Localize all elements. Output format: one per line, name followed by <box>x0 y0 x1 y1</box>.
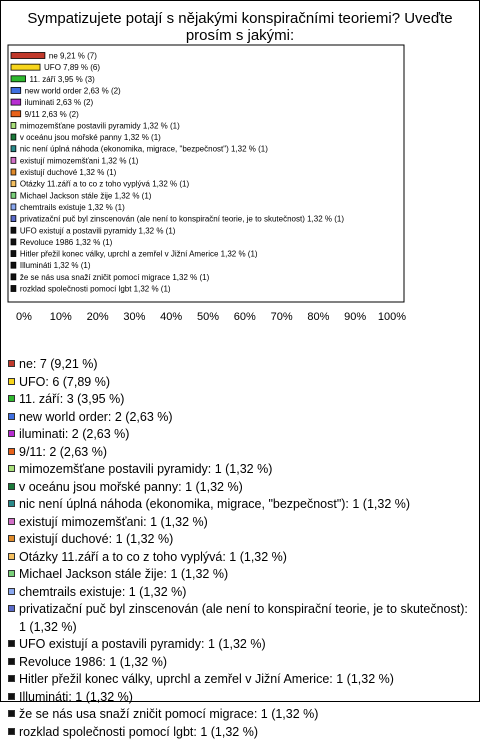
legend-swatch-11 <box>8 553 15 560</box>
legend-label-18: Illumináti: 1 (1,32 %) <box>19 690 133 704</box>
x-tick-label-2: 20% <box>87 311 109 323</box>
legend-swatch-19 <box>8 710 15 717</box>
legend-item-10 <box>8 531 470 549</box>
legend-item-19 <box>8 706 470 724</box>
bar-label-4: iluminati 2,63 % (2) <box>25 98 94 107</box>
legend-swatch-3 <box>8 413 15 420</box>
legend-swatch-7 <box>8 483 15 490</box>
bar-label-13: chemtrails existuje 1,32 % (1) <box>20 203 125 212</box>
legend-item-17 <box>8 671 470 689</box>
bar-2 <box>11 76 26 82</box>
x-tick-label-7: 70% <box>271 311 293 323</box>
x-tick-label-6: 60% <box>234 311 256 323</box>
legend-label-9: existují mimozemšťani: 1 (1,32 %) <box>19 515 208 529</box>
legend-item-18 <box>8 689 470 707</box>
legend-item-5 <box>8 444 470 462</box>
bar-label-20: rozklad společnosti pomocí lgbt 1,32 % (1) <box>20 285 171 294</box>
bar-label-6: mimozemšťane postavili pyramidy 1,32 % (1) <box>20 121 180 130</box>
legend-swatch-20 <box>8 728 15 735</box>
x-tick-label-9: 90% <box>344 311 366 323</box>
bar-label-11: Otázky 11.září a to co z toho vyplývá 1,32 % (1) <box>20 180 190 189</box>
bar-11 <box>11 181 16 187</box>
bar-1 <box>11 64 40 70</box>
bar-label-2: 11. září 3,95 % (3) <box>30 75 96 84</box>
bar-label-18: Illumináti 1,32 % (1) <box>20 261 91 270</box>
bar-label-5: 9/11 2,63 % (2) <box>25 110 79 119</box>
legend-swatch-8 <box>8 500 15 507</box>
bar-6 <box>11 122 16 128</box>
legend-label-15: UFO existují a postavili pyramidy: 1 (1,32 %) <box>19 637 266 651</box>
bar-label-9: existují mimozemšťani 1,32 % (1) <box>20 156 139 165</box>
x-tick-label-10: 100% <box>378 311 406 323</box>
legend-label-4: iluminati: 2 (2,63 %) <box>19 427 129 441</box>
bar-13 <box>11 204 16 210</box>
legend-label-16: Revoluce 1986: 1 (1,32 %) <box>19 655 167 669</box>
legend-label-2: 11. září: 3 (3,95 %) <box>19 392 124 406</box>
legend-swatch-17 <box>8 675 15 682</box>
bar-label-1: UFO 7,89 % (6) <box>44 63 100 72</box>
legend-label-14: privatizační puč byl zinscenován (ale není to konspirační teorie, je to skutečnost): 1 (1,32 %) <box>19 602 468 634</box>
legend-item-6 <box>8 461 470 479</box>
x-tick-label-8: 80% <box>307 311 329 323</box>
bar-18 <box>11 262 16 268</box>
legend-label-0: ne: 7 (9,21 %) <box>19 357 98 371</box>
bar-label-15: UFO existují a postavili pyramidy 1,32 % (1) <box>20 226 176 235</box>
x-tick-label-3: 30% <box>123 311 145 323</box>
bar-16 <box>11 239 16 245</box>
legend-swatch-5 <box>8 448 15 455</box>
legend-item-7 <box>8 479 470 497</box>
bar-7 <box>11 134 16 140</box>
legend-swatch-0 <box>8 360 15 367</box>
legend-swatch-15 <box>8 640 15 647</box>
legend-item-2 <box>8 391 470 409</box>
legend-label-19: že se nás usa snaží zničit pomocí migrace: 1 (1,32 %) <box>19 707 318 721</box>
legend-swatch-10 <box>8 535 15 542</box>
bar-14 <box>11 216 16 222</box>
legend-swatch-4 <box>8 430 15 437</box>
legend-label-20: rozklad společnosti pomocí lgbt: 1 (1,32 %) <box>19 725 258 739</box>
bar-9 <box>11 157 16 163</box>
bar-plot <box>0 0 480 350</box>
x-tick-label-0: 0% <box>16 311 32 323</box>
bars-layer <box>11 52 344 294</box>
legend-item-14 <box>8 601 470 636</box>
bar-0 <box>11 53 45 59</box>
bar-label-19: že se nás usa snaží zničit pomocí migrace 1,32 % (1) <box>20 273 210 282</box>
legend-item-8 <box>8 496 470 514</box>
legend-swatch-6 <box>8 465 15 472</box>
bar-label-16: Revoluce 1986 1,32 % (1) <box>20 238 113 247</box>
x-ticks <box>16 311 406 323</box>
bar-3 <box>11 87 21 93</box>
legend-item-9 <box>8 514 470 532</box>
legend-item-16 <box>8 654 470 672</box>
legend-item-0 <box>8 356 470 374</box>
legend-item-1 <box>8 374 470 392</box>
legend-label-1: UFO: 6 (7,89 %) <box>19 375 110 389</box>
chart-title: Sympatizujete potají s nějakými konspiračními teoriemi? Uveďte prosím s jakými: <box>10 10 470 44</box>
legend-item-11 <box>8 549 470 567</box>
bar-label-14: privatizační puč byl zinscenován (ale není to konspirační teorie, je to skutečnost) 1,32 % (1) <box>20 215 345 224</box>
bar-20 <box>11 286 16 292</box>
legend-label-11: Otázky 11.září a to co z toho vyplývá: 1 (1,32 %) <box>19 550 287 564</box>
legend-label-6: mimozemšťane postavili pyramidy: 1 (1,32 %) <box>19 462 272 476</box>
bar-label-8: nic není úplná náhoda (ekonomika, migrace, "bezpečnost") 1,32 % (1) <box>20 145 268 154</box>
legend-swatch-16 <box>8 658 15 665</box>
bar-8 <box>11 146 16 152</box>
legend-item-3 <box>8 409 470 427</box>
x-tick-label-1: 10% <box>50 311 72 323</box>
x-tick-label-5: 50% <box>197 311 219 323</box>
bar-17 <box>11 251 16 257</box>
legend-swatch-14 <box>8 605 15 612</box>
legend-label-10: existují duchové: 1 (1,32 %) <box>19 532 173 546</box>
bar-15 <box>11 227 16 233</box>
legend-label-3: new world order: 2 (2,63 %) <box>19 410 173 424</box>
bar-label-10: existují duchové 1,32 % (1) <box>20 168 117 177</box>
legend-label-17: Hitler přežil konec války, uprchl a zemřel v Jižní Americe: 1 (1,32 %) <box>19 672 394 686</box>
legend-label-5: 9/11: 2 (2,63 %) <box>19 445 107 459</box>
bar-label-12: Michael Jackson stále žije 1,32 % (1) <box>20 191 152 200</box>
legend-item-13 <box>8 584 470 602</box>
legend-item-20 <box>8 724 470 741</box>
bar-label-3: new world order 2,63 % (2) <box>25 86 121 95</box>
bar-5 <box>11 111 21 117</box>
bar-label-17: Hitler přežil konec války, uprchl a zemřel v Jižní Americe 1,32 % (1) <box>20 250 258 259</box>
bar-label-0: ne 9,21 % (7) <box>49 52 97 61</box>
bar-10 <box>11 169 16 175</box>
legend-swatch-12 <box>8 570 15 577</box>
legend-label-13: chemtrails existuje: 1 (1,32 %) <box>19 585 186 599</box>
legend-swatch-13 <box>8 588 15 595</box>
legend-label-12: Michael Jackson stále žije: 1 (1,32 %) <box>19 567 228 581</box>
legend <box>8 356 470 741</box>
bar-label-7: v oceánu jsou mořské panny 1,32 % (1) <box>20 133 161 142</box>
bar-12 <box>11 192 16 198</box>
legend-item-4 <box>8 426 470 444</box>
x-tick-label-4: 40% <box>160 311 182 323</box>
legend-item-12 <box>8 566 470 584</box>
bar-19 <box>11 274 16 280</box>
legend-item-15 <box>8 636 470 654</box>
legend-label-7: v oceánu jsou mořské panny: 1 (1,32 %) <box>19 480 243 494</box>
legend-swatch-2 <box>8 395 15 402</box>
bar-4 <box>11 99 21 105</box>
legend-label-8: nic není úplná náhoda (ekonomika, migrace, "bezpečnost"): 1 (1,32 %) <box>19 497 410 511</box>
legend-swatch-1 <box>8 378 15 385</box>
legend-swatch-9 <box>8 518 15 525</box>
legend-swatch-18 <box>8 693 15 700</box>
